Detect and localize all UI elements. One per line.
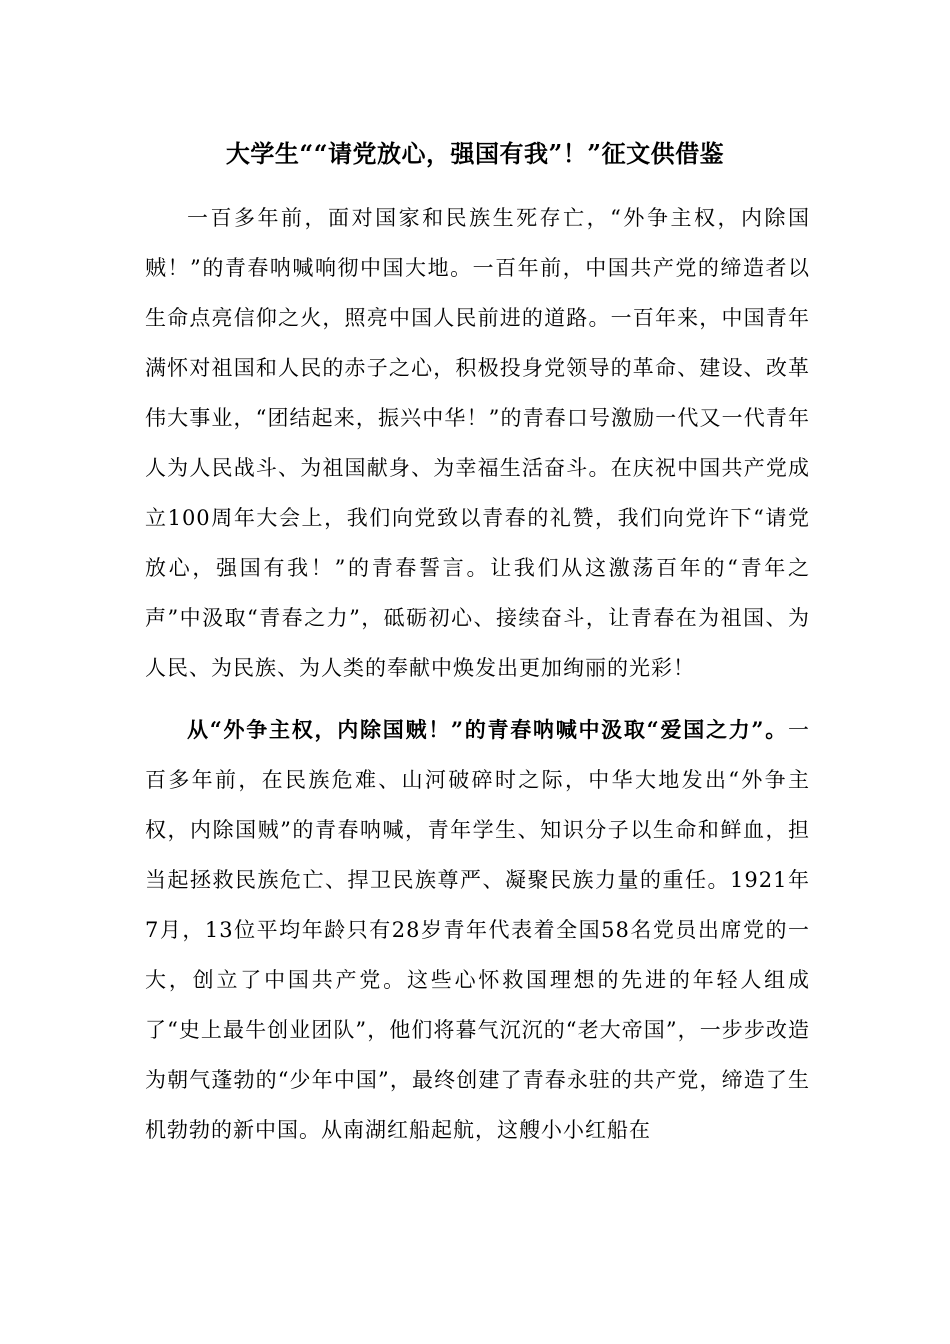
paragraph-patriotism	[145, 705, 810, 1155]
paragraph-text: 一百多年前，面对国家和民族生死存亡，“外争主权，内除国贼！”的青春呐喊响彻中国大地。一百年前，中国共产党的缔造者以生命点亮信仰之火，照亮中国人民前进的道路。一百年来，中国青年满怀对祖国和人民的赤子之心，积极投身党领导的革命、建设、改革伟大事业，“团结起来，振兴中华！”的青春口号激励一代又一代青年人为人民战斗、为祖国献身、为幸福生活奋斗。在庆祝中国共产党成立100周年大会上，我们向党致以青春的礼赞，我们向党许下“请党放心，强国有我！”的青春誓言。让我们从这激荡百年的“青年之声”中汲取“青春之力”，砥砺初心、接续奋斗，让青春在为祖国、为人民、为民族、为人类的奉献中焕发出更加绚丽的光彩！	[145, 206, 810, 680]
paragraph-lead-heading: 从“外争主权，内除国贼！”的青春呐喊中汲取“爱国之力”。	[187, 717, 788, 742]
paragraph-intro	[145, 193, 810, 693]
document-body	[145, 193, 810, 1155]
paragraph-text: 一百多年前，在民族危难、山河破碎时之际，中华大地发出“外争主权，内除国贼”的青春呐喊，青年学生、知识分子以生命和鲜血，担当起拯救民族危亡、捍卫民族尊严、凝聚民族力量的重任。1921年7月，13位平均年龄只有28岁青年代表着全国58名党员出席党的一大，创立了中国共产党。这些心怀救国理想的先进的年轻人组成了“史上最牛创业团队”，他们将暮气沉沉的“老大帝国”，一步步改造为朝气蓬勃的“少年中国”，最终创建了青春永驻的共产党，缔造了生机勃勃的新中国。从南湖红船起航，这艘小小红船在	[145, 718, 810, 1142]
document-title: 大学生““请党放心，强国有我”！”征文供借鉴	[225, 139, 725, 168]
